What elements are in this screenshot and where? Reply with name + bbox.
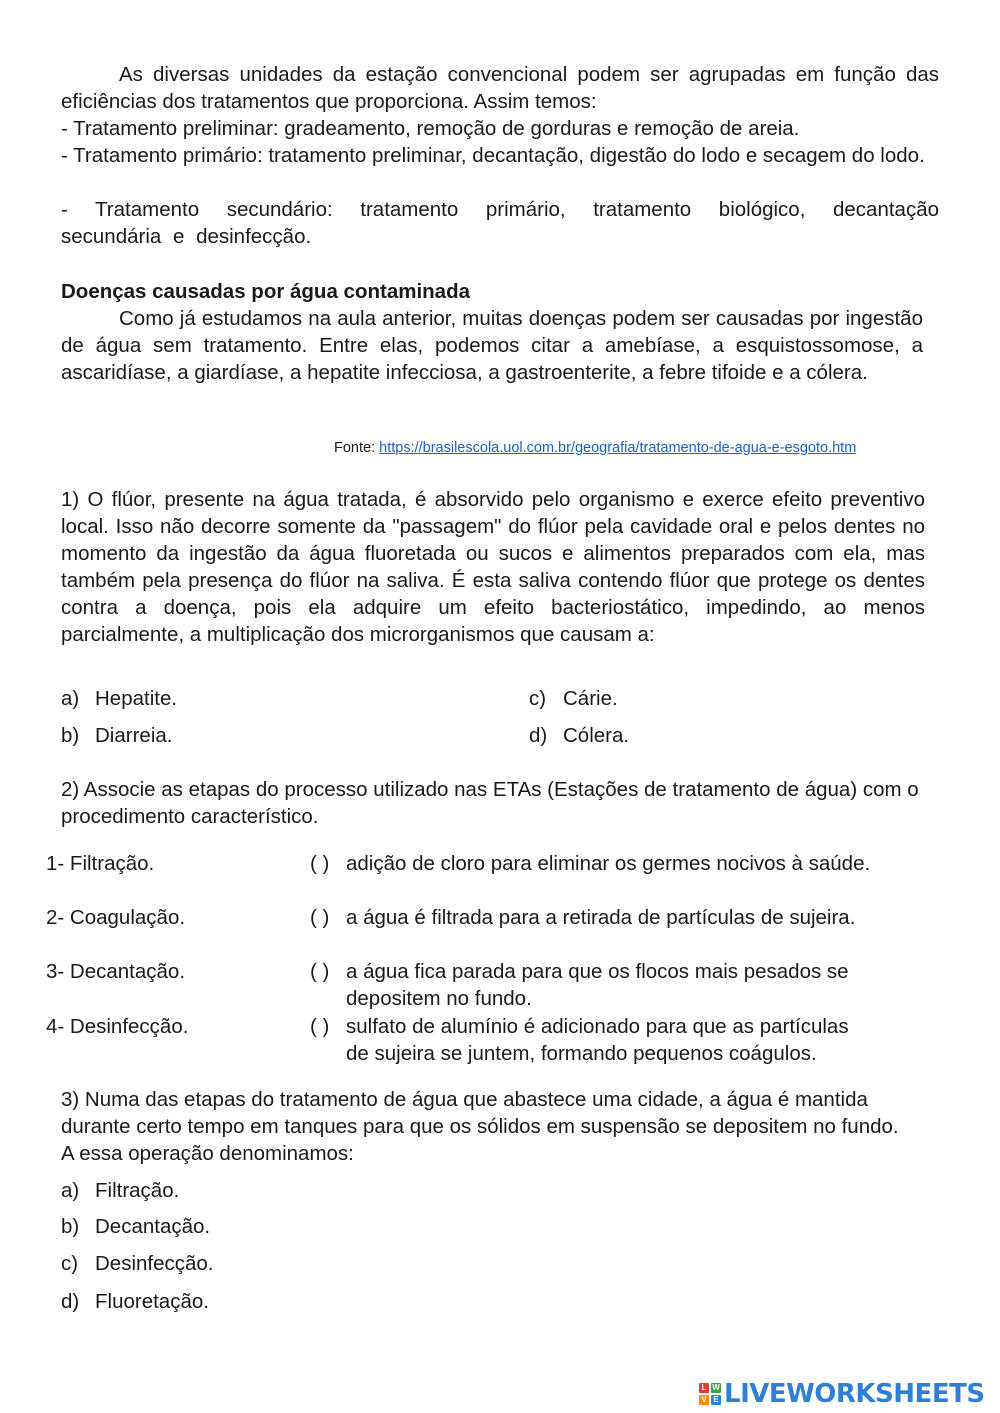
q2-step-3: 3- Decantação. xyxy=(46,960,186,983)
logo-text: LIVEWORKSHEETS xyxy=(724,1378,985,1409)
q2-procedure-1: ( ) adição de cloro para eliminar os germes nocivos à saúde. xyxy=(310,852,871,875)
q2-procedure-2: ( ) a água é filtrada para a retirada de partículas de sujeira. xyxy=(310,906,856,929)
q1-option-a[interactable]: a) Hepatite. xyxy=(61,687,178,710)
diseases-paragraph: Como já estudamos na aula anterior, muitas doenças podem ser causadas por ingestão de água sem tratamento. Entre elas, podemos citar a amebíase, a esquistossomose, a ascaridíase, a giardíase, a hepatite infecciosa, a gastroenterite, a febre tifoide e a cólera. xyxy=(61,307,923,384)
section-heading: Doenças causadas por água contaminada xyxy=(61,280,470,303)
q2-step-1: 1- Filtração. xyxy=(46,852,155,875)
question-2-text: 2) Associe as etapas do processo utilizado nas ETAs (Estações de tratamento de água) com o procedimento característico. xyxy=(61,778,919,828)
q3-option-b[interactable]: b) Decantação. xyxy=(61,1215,211,1238)
intro-item-preliminar: - Tratamento preliminar: gradeamento, remoção de gorduras e remoção de areia. xyxy=(61,117,800,140)
intro-paragraph: As diversas unidades da estação convencional podem ser agrupadas em função das eficiências dos tratamentos que proporciona. Assim temos: xyxy=(61,63,939,113)
intro-item-secundario: - Tratamento secundário: tratamento primário, tratamento biológico, decantação secundária e desinfecção. xyxy=(61,198,939,248)
q2-answer-blank-1[interactable]: ( ) xyxy=(310,852,330,875)
intro-item-primario: - Tratamento primário: tratamento preliminar, decantação, digestão do lodo e secagem do lodo. xyxy=(61,144,925,167)
source-citation: Fonte: https://brasilescola.uol.com.br/geografia/tratamento-de-agua-e-esgoto.htm xyxy=(334,440,857,456)
liveworksheets-logo xyxy=(699,1378,985,1410)
logo-mark-icon: L W V E xyxy=(699,1383,721,1405)
q3-option-d[interactable]: d) Fluoretação. xyxy=(61,1290,209,1313)
question-1-text: 1) O flúor, presente na água tratada, é absorvido pelo organismo e exerce efeito preventivo local. Isso não decorre somente da "passagem" do flúor pela cavidade oral e pelos dentes no momento da ingestão da água fluoretada ou sucos e alimentos preparados com ela, mas também pela presença do flúor na saliva. É esta saliva contendo flúor que protege os dentes contra a doença, pois ela adquire um efeito bacteriostático, impedindo, ao menos parcialmente, a multiplicação dos microrganismos que causam a: xyxy=(61,488,925,646)
q1-option-d[interactable]: d) Cólera. xyxy=(529,724,630,747)
q2-step-2: 2- Coagulação. xyxy=(46,906,186,929)
q2-answer-blank-4[interactable]: ( ) xyxy=(310,1015,330,1038)
q3-option-c[interactable]: c) Desinfecção. xyxy=(61,1252,214,1275)
q2-answer-blank-2[interactable]: ( ) xyxy=(310,906,330,929)
q2-step-4: 4- Desinfecção. xyxy=(46,1015,189,1038)
question-3-text: 3) Numa das etapas do tratamento de água que abastece uma cidade, a água é mantida durante certo tempo em tanques para que os sólidos em suspensão se depositem no fundo. A essa operação denominamos: xyxy=(61,1088,899,1165)
q2-answer-blank-3[interactable]: ( ) xyxy=(310,960,330,983)
q3-option-a[interactable]: a) Filtração. xyxy=(61,1179,180,1202)
q1-option-c[interactable]: c) Cárie. xyxy=(529,687,618,710)
q2-procedure-3: ( ) a água fica parada para que os flocos mais pesados se depositem no fundo. xyxy=(310,960,849,1010)
q2-procedure-4: ( ) sulfato de alumínio é adicionado para que as partículas de sujeira se juntem, formando pequenos coágulos. xyxy=(310,1015,849,1065)
q1-option-b[interactable]: b) Diarreia. xyxy=(61,724,173,747)
source-link[interactable]: https://brasilescola.uol.com.br/geografia/tratamento-de-agua-e-esgoto.htm xyxy=(379,440,857,456)
